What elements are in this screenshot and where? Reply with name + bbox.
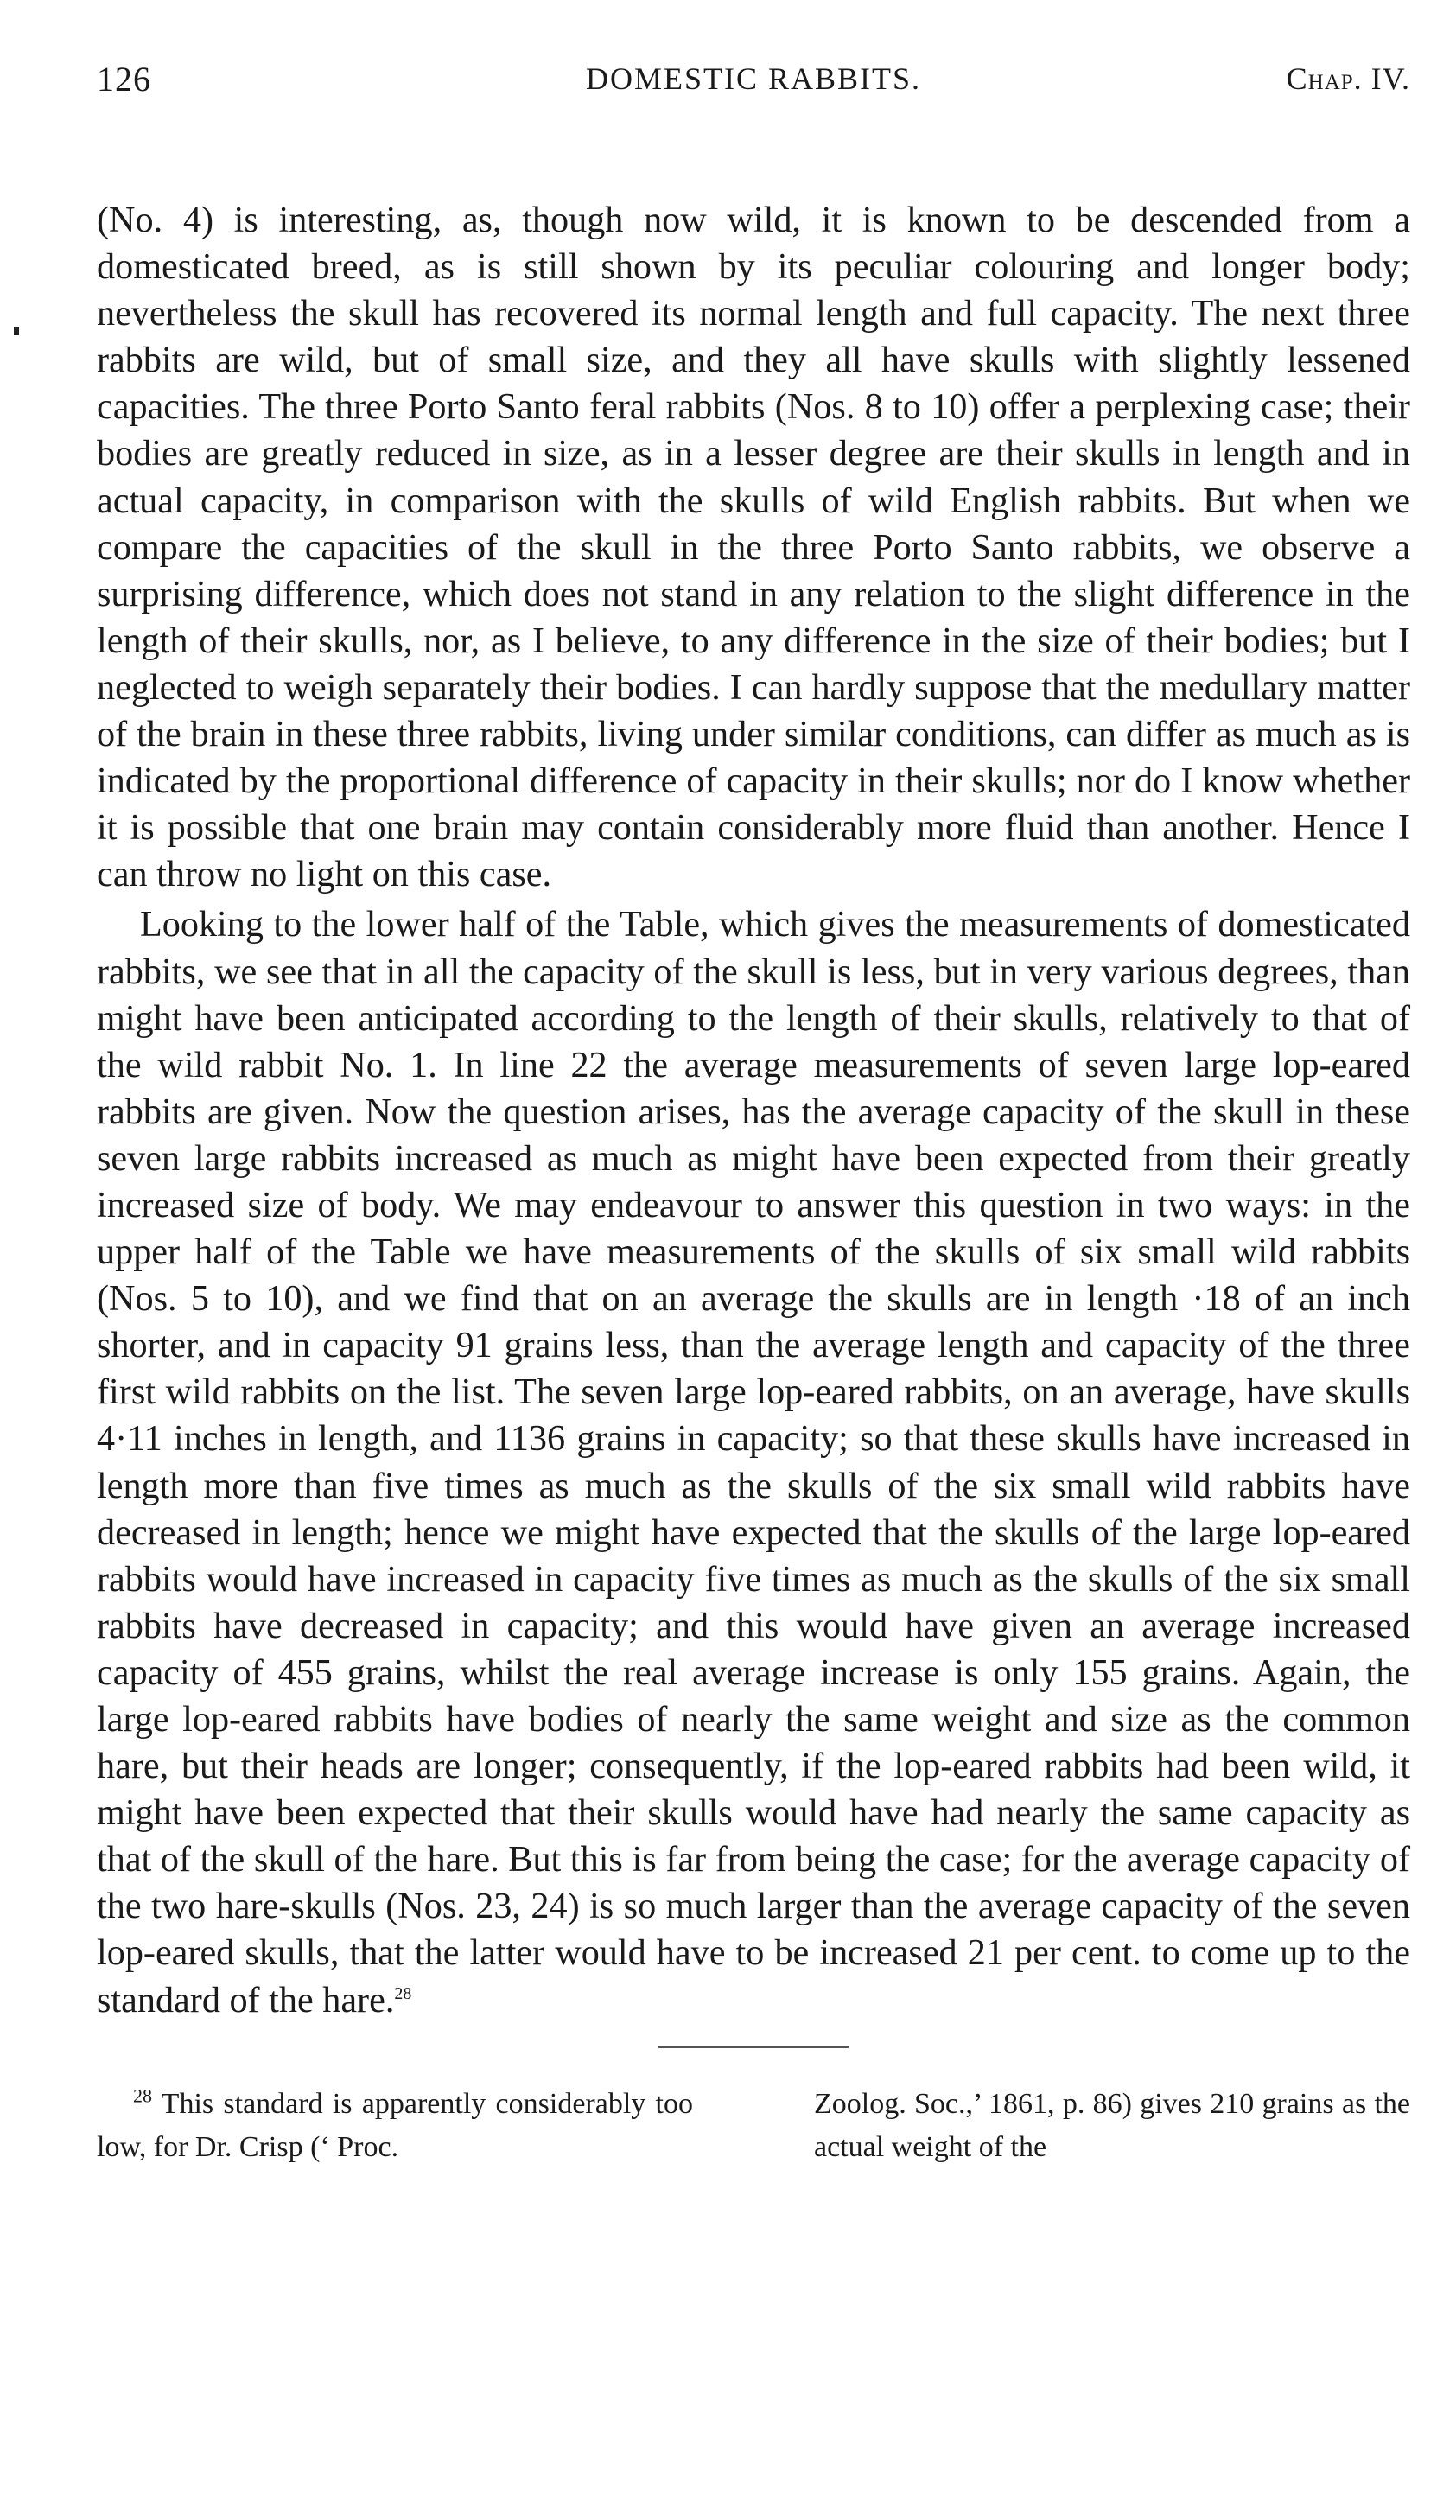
paragraph-text: (No. 4) is interesting, as, though now wild, it is known to be descended from a domesticated breed, as is still shown by its peculiar colouring and longer body; nevertheless the skull has recovered its normal length and full capacity. The next three rabbits are wild, but of small size, and they all have skulls with slightly lessened capacities. The three Porto Santo feral rabbits (Nos. 8 to 10) offer a perplexing case; their bodies are greatly reduced in size, as in a lesser degree are their skulls in length and in actual capacity, in comparison with the skulls of wild English rabbits. But when we compare the capacities of the skull in the three Porto Santo rabbits, we observe a surprising difference, which does not stand in any relation to the slight difference in the length of their skulls, nor, as I believe, to any difference in the size of their bodies; but I neglected to weigh separately their bodies. I can hardly suppose that the medullary matter of the brain in these three rabbits, living under similar conditions, can differ as much as is indicated by the proportional difference of capacity in their skulls; nor do I know whether it is possible that one brain may contain considerably more fluid than another. Hence I can throw no light on this case. — [97, 200, 1410, 895]
footnote-text-left: This standard is apparently considerably too low, for Dr. Crisp (‘ Proc. — [97, 2087, 693, 2163]
footnotes — [97, 2083, 1410, 2169]
footnote-mark: 28 — [133, 2084, 152, 2107]
body-text — [97, 197, 1410, 2024]
footnote-left-column — [97, 2083, 693, 2169]
margin-mark — [14, 327, 19, 335]
footnote-text-right: Zoolog. Soc.,’ 1861, p. 86) gives 210 grains as the actual weight of the — [814, 2087, 1410, 2163]
page-number: 126 — [97, 60, 151, 99]
paragraph-text: Looking to the lower half of the Table, which gives the measurements of domesticated rabbits, we see that in all the capacity of the skull is less, but in very various degrees, than might have been anticipated according to the length of their skulls, relatively to that of the wild rabbit No. 1. In line 22 the average measurements of seven large lop-eared rabbits are given. Now the question arises, has the average capacity of the skull in these seven large rabbits increased as much as might have been expected from their greatly increased size of body. We may endeavour to answer this question in two ways: in the upper half of the Table we have measurements of the skulls of six small wild rabbits (Nos. 5 to 10), and we find that on an average the skulls are in length ·18 of an inch shorter, and in capacity 91 grains less, than the average length and capacity of the three first wild rabbits on the list. The seven large lop-eared rabbits, on an average, have skulls 4·11 inches in length, and 1136 grains in capacity; so that these skulls have increased in length more than five times as much as the skulls of the six small wild rabbits have decreased in length; hence we might have expected that the skulls of the large lop-eared rabbits would have increased in capacity five times as much as the skulls of the six small rabbits have decreased in capacity; and this would have given an average increased capacity of 455 grains, whilst the real average increase is only 155 grains. Again, the large lop-eared rabbits have bodies of nearly the same weight and size as the common hare, but their heads are longer; consequently, if the lop-eared rabbits had been wild, it might have been expected that their skulls would have had nearly the same capacity as that of the skull of the hare. But this is far from being the case; for the average capacity of the two hare-skulls (Nos. 23, 24) is so much larger than the average capacity of the seven lop-eared skulls, that the latter would have to be increased 21 per cent. to come up to the standard of the hare. — [97, 904, 1410, 2020]
footnote-divider — [658, 2046, 849, 2048]
running-header — [97, 52, 1410, 112]
footnote-reference: 28 — [394, 1983, 412, 2003]
paragraph — [97, 197, 1410, 898]
paragraph — [97, 901, 1410, 2023]
footnote-right-column — [814, 2083, 1410, 2169]
running-title: DOMESTIC RABBITS. — [585, 61, 922, 96]
book-page — [97, 52, 1410, 2169]
chapter-label: Chap. IV. — [1286, 61, 1410, 96]
